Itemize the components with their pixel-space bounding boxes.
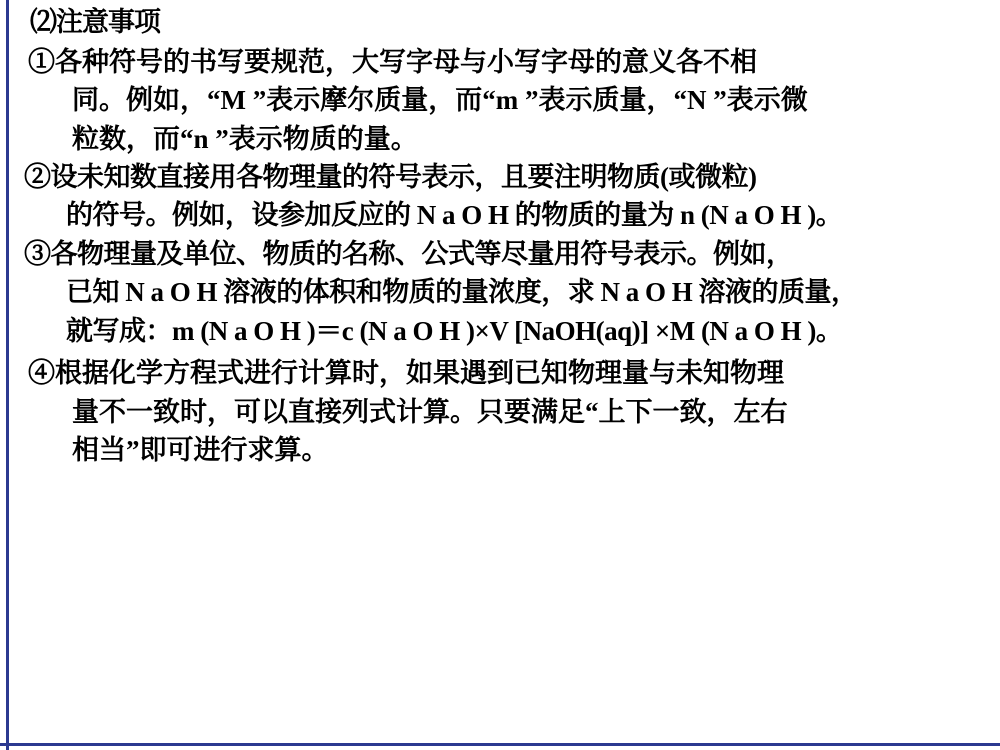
page-title: ⑵注意事项: [30, 7, 160, 38]
paragraph-line: 相当”即可进行求算。: [72, 435, 329, 466]
paragraph-line: 已知 N a O H 溶液的体积和物质的量浓度，求 N a O H 溶液的质量，: [66, 277, 858, 308]
bottom-border-accent: [0, 743, 1000, 746]
paragraph-line: ①各种符号的书写要规范，大写字母与小写字母的意义各不相: [28, 46, 757, 77]
left-border-accent: [6, 0, 9, 750]
paragraph-line: ②设未知数直接用各物理量的符号表示，且要注明物质(或微粒): [24, 162, 757, 192]
paragraph-line: ④根据化学方程式进行计算时，如果遇到已知物理量与未知物理: [28, 358, 784, 389]
content-block-3: [24, 236, 982, 349]
paragraph-line: 粒数，而“n ”表示物质的量。: [72, 123, 418, 154]
paragraph-line: 的符号。例如，设参加反应的 N a O H 的物质的量为 n (N a O H )。: [66, 200, 843, 231]
content-block-2: [24, 159, 982, 234]
content-block-4: [24, 355, 982, 468]
paragraph-line-formula: 就写成：m (N a O H )＝c (N a O H )×V [NaOH(aq)] ×M (N a O H )。: [66, 315, 843, 346]
paragraph-line: 量不一致时，可以直接列式计算。只要满足“上下一致，左右: [72, 396, 788, 427]
paragraph-line: 同。例如，“M ”表示摩尔质量，而“m ”表示质量，“N ”表示微: [72, 85, 808, 116]
content-block-1: [24, 44, 982, 157]
paragraph-line: ③各物理量及单位、物质的名称、公式等尽量用符号表示。例如，: [24, 238, 793, 269]
